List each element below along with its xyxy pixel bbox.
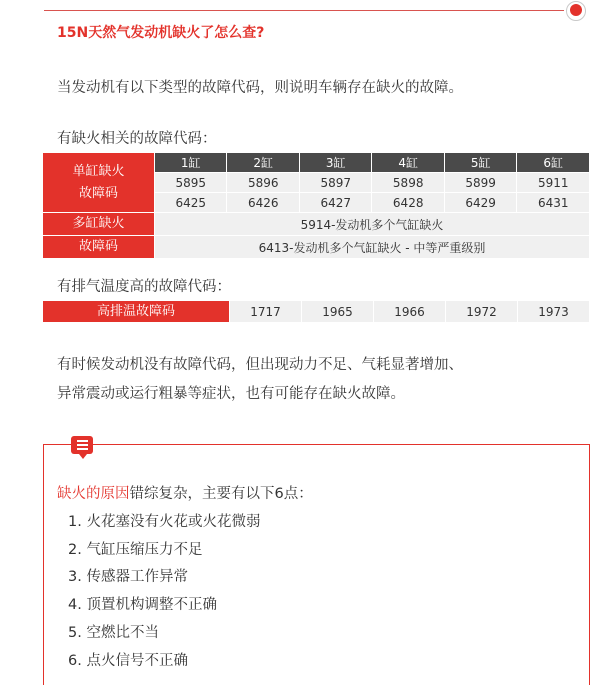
cause-item: 3. 传感器工作异常 [68, 569, 188, 585]
temp-heading: 有排气温度高的故障代码： [57, 279, 231, 295]
causes-lead [57, 482, 313, 503]
code-cell: 6431 [517, 193, 589, 212]
cylinder-header: 6缸 [517, 153, 589, 172]
cause-item: 1. 火花塞没有火花或火花微弱 [68, 514, 261, 530]
article-title: 15N天然气发动机缺火了怎么查? [57, 25, 265, 41]
top-divider-line [44, 10, 564, 11]
symptom-text-line2: 异常震动或运行粗暴等症状，也有可能存在缺火故障。 [57, 386, 405, 402]
code-cell: 5911 [517, 173, 589, 192]
exhaust-temp-code-table [42, 300, 590, 323]
code-cell: 5895 [155, 173, 226, 192]
code-cell: 6426 [227, 193, 298, 212]
code-cell: 6429 [445, 193, 516, 212]
code-cell: 5898 [372, 173, 443, 192]
multi-code-cell: 6413-发动机多个气缸缺火 - 中等严重级别 [155, 236, 589, 258]
cylinder-header: 1缸 [155, 153, 226, 172]
intro-text: 当发动机有以下类型的故障代码，则说明车辆存在缺火的故障。 [57, 80, 463, 96]
multi-cylinder-label-1: 多缸缺火 [43, 213, 154, 235]
misfire-heading: 有缺火相关的故障代码： [57, 131, 217, 147]
multi-code-cell: 5914-发动机多个气缸缺火 [155, 213, 589, 235]
multi-cylinder-label-2: 故障码 [43, 236, 154, 258]
code-cell: 1717 [230, 301, 301, 322]
cylinder-header: 2缸 [227, 153, 298, 172]
causes-lead-highlight: 缺火的原因 [57, 486, 130, 502]
cause-item: 5. 空燃比不当 [68, 625, 159, 641]
misfire-code-table [42, 152, 590, 259]
symptom-text-line1: 有时候发动机没有故障代码，但出现动力不足、气耗显著增加、 [57, 357, 463, 373]
code-cell: 1965 [302, 301, 373, 322]
code-cell: 1973 [518, 301, 589, 322]
code-cell: 5899 [445, 173, 516, 192]
code-cell: 1966 [374, 301, 445, 322]
circle-ornament-dot [570, 4, 582, 16]
cause-item: 4. 顶置机构调整不正确 [68, 597, 217, 613]
cause-item: 6. 点火信号不正确 [68, 653, 188, 669]
cylinder-header: 3缸 [300, 153, 371, 172]
code-cell: 5897 [300, 173, 371, 192]
scroll-icon-lines [77, 440, 88, 450]
code-cell: 6425 [155, 193, 226, 212]
cylinder-header: 4缸 [372, 153, 443, 172]
code-cell: 1972 [446, 301, 517, 322]
code-cell: 6427 [300, 193, 371, 212]
code-cell: 6428 [372, 193, 443, 212]
code-cell: 5896 [227, 173, 298, 192]
high-exhaust-temp-label: 高排温故障码 [43, 301, 229, 322]
cause-item: 2. 气缸压缩压力不足 [68, 542, 203, 558]
cylinder-header: 5缸 [445, 153, 516, 172]
single-cylinder-label: 单缸缺火 故障码 [43, 153, 154, 212]
causes-lead-rest: 错综复杂，主要有以下6点： [129, 486, 313, 502]
